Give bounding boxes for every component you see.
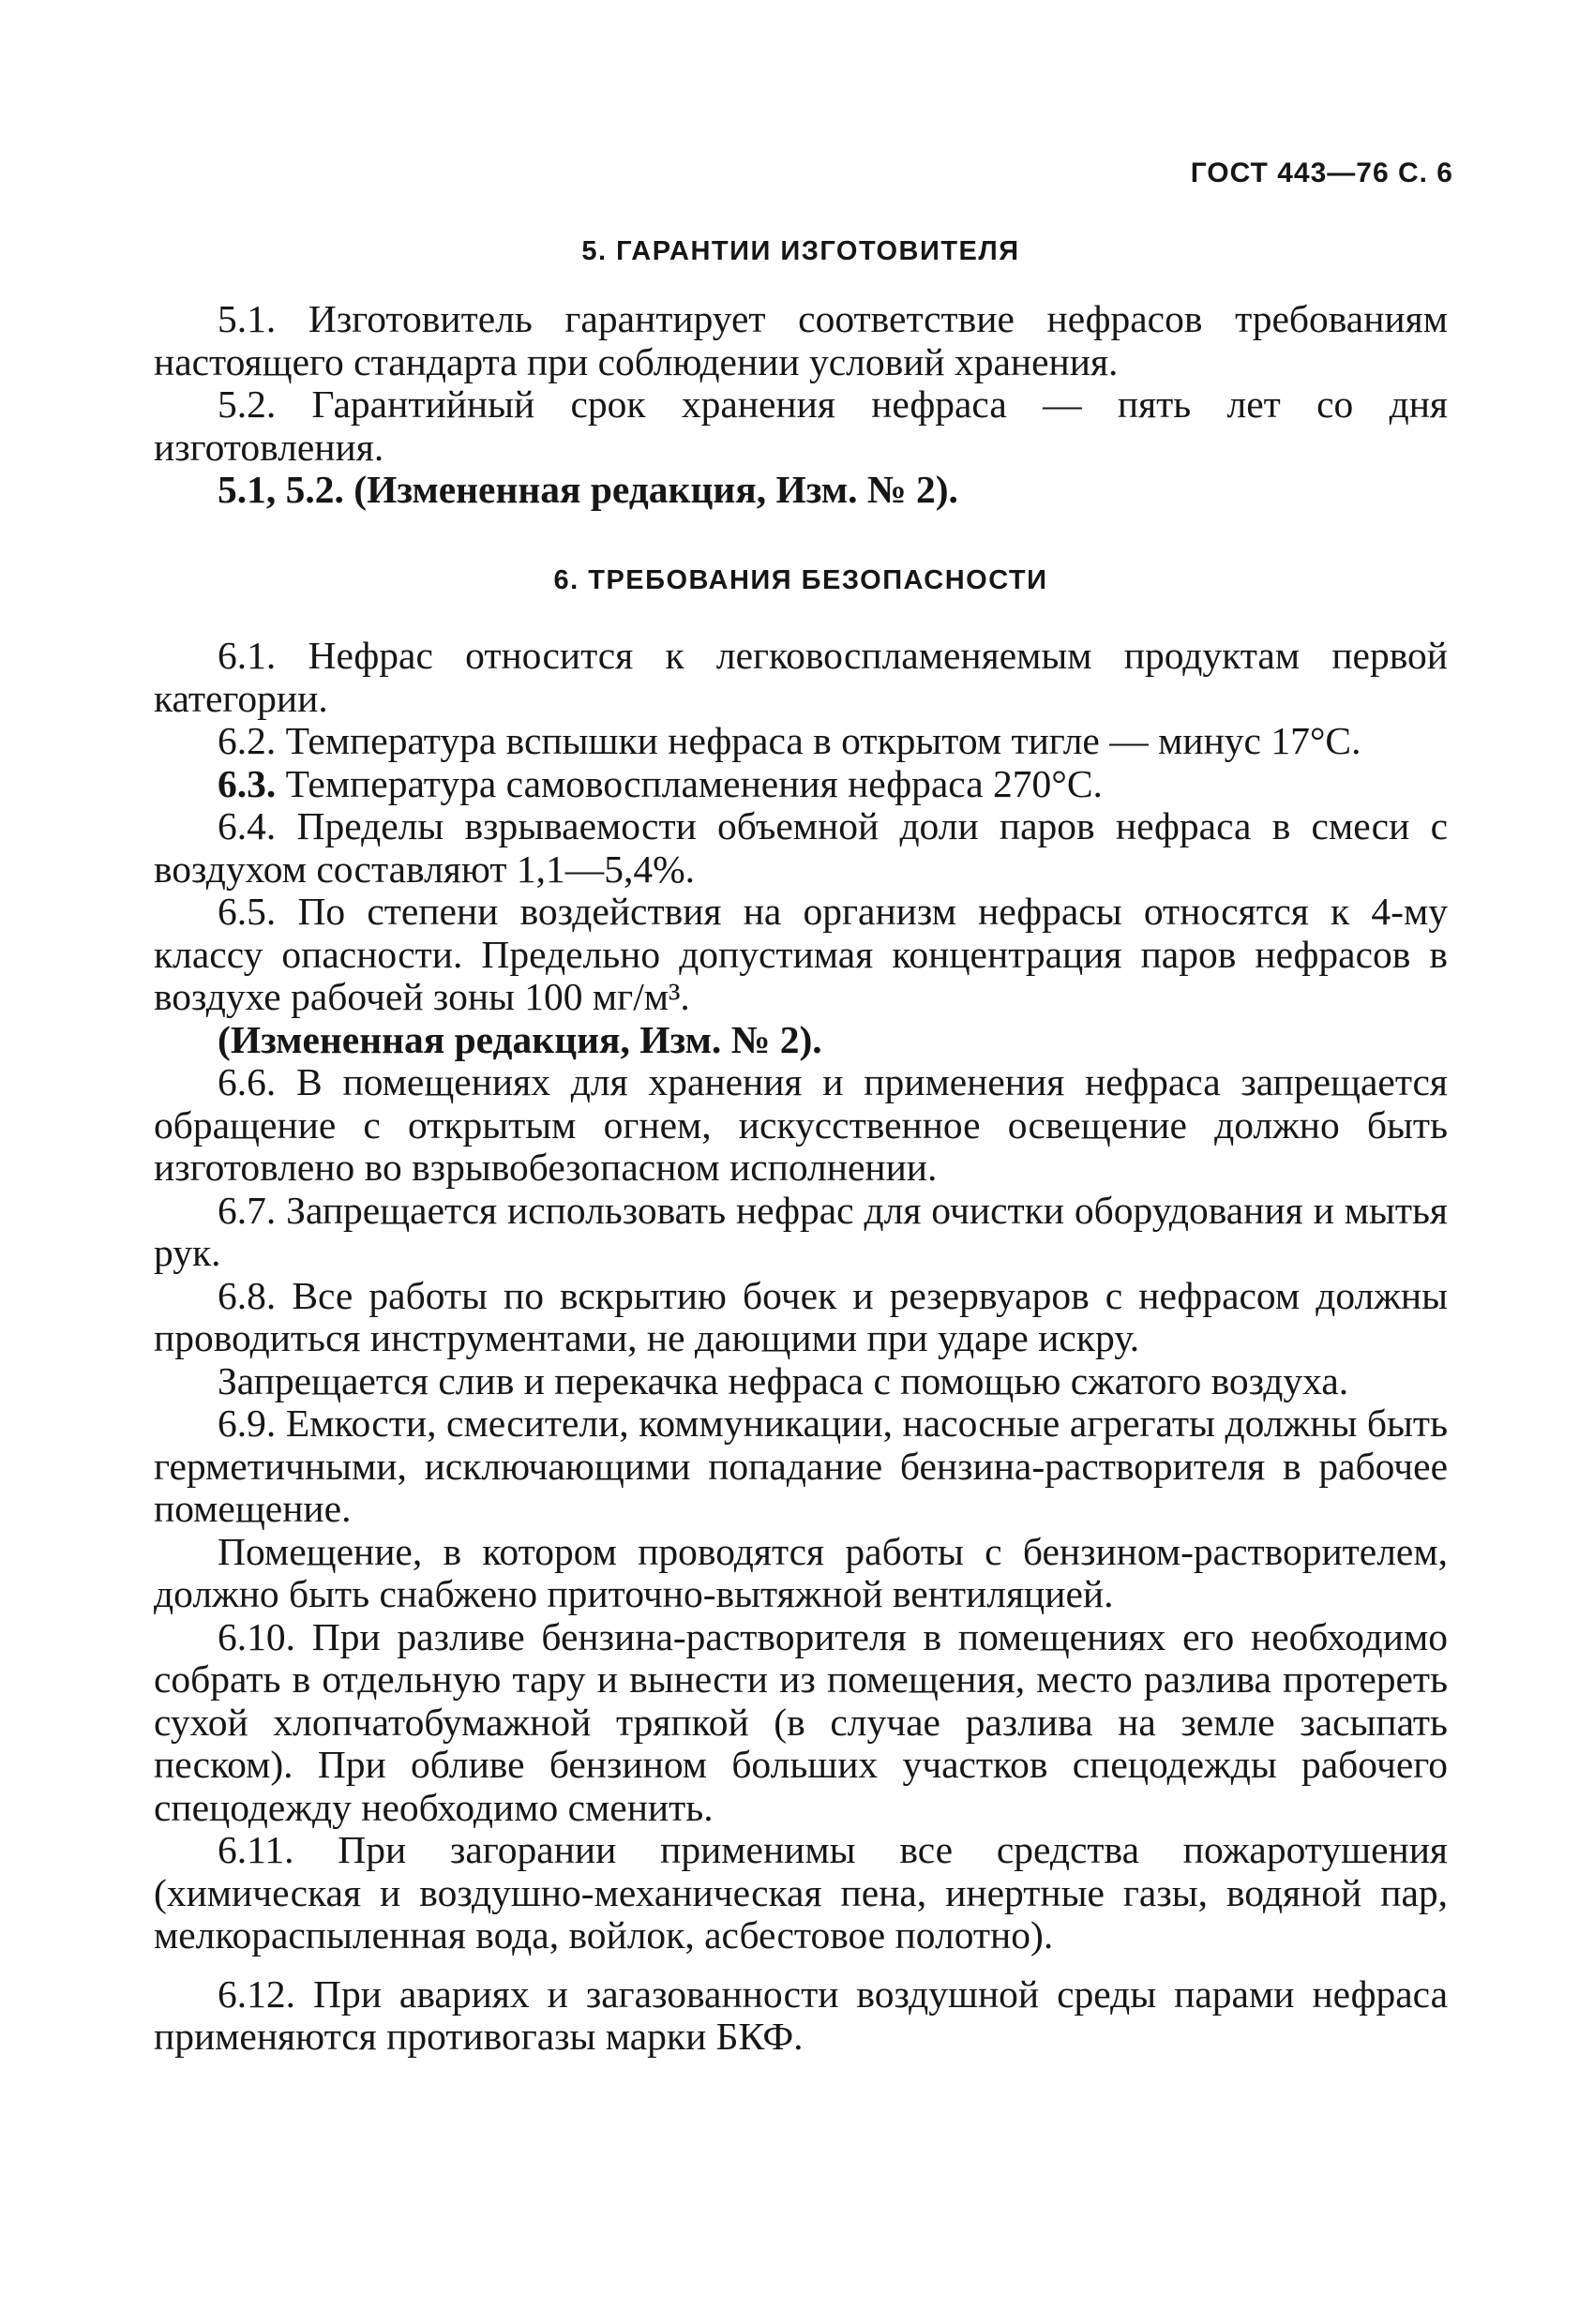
section-5-heading: 5. ГАРАНТИИ ИЗГОТОВИТЕЛЯ [581, 236, 1020, 266]
section-6-body [154, 635, 1448, 2059]
clause-6-12: 6.12. При авариях и загазованности воздушной среды парами нефраса применяются противогазы марки БКФ. [154, 1972, 1448, 2058]
amendment-note-5: 5.1, 5.2. (Измененная редакция, Изм. № 2). [218, 468, 958, 511]
clause-6-3 [154, 763, 1448, 806]
section-6-heading: 6. ТРЕБОВАНИЯ БЕЗОПАСНОСТИ [553, 565, 1048, 595]
amendment-note-6-5: (Измененная редакция, Изм. № 2). [218, 1017, 822, 1061]
clause-6-8-continued: Запрещается слив и перекачка нефраса с помощью сжатого воздуха. [218, 1358, 1349, 1402]
clause-6-1: 6.1. Нефрас относится к легковоспламеняемым продуктам первой категории. [154, 634, 1448, 720]
clause-6-5: 6.5. По степени воздействия на организм нефрасы относятся к 4-му классу опасности. Предельно допустимая концентрация паров нефрасов в воздухе рабочей зоны 100 мг/м³. [154, 890, 1448, 1018]
running-header: ГОСТ 443—76 С. 6 [1190, 157, 1453, 188]
clause-6-9-continued: Помещение, в котором проводятся работы с бензином-растворителем, должно быть снабжено приточно-вытяжной вентиляцией. [154, 1529, 1448, 1615]
clause-6-11: 6.11. При загорании применимы все средства пожаротушения (химическая и воздушно-механическая пена, инертные газы, водяной пар, мелкораспыленная вода, войлок, асбестовое полотно). [154, 1828, 1448, 1957]
clause-5-2: 5.2. Гарантийный срок хранения нефраса — пять лет со дня изготовления. [154, 382, 1448, 469]
clause-6-7: 6.7. Запрещается использовать нефрас для очистки оборудования и мытья рук. [154, 1188, 1448, 1274]
clause-6-9: 6.9. Емкости, смесители, коммуникации, насосные агрегаты должны быть герметичными, исключающими попадание бензина-растворителя в рабочее помещение. [154, 1402, 1448, 1530]
clause-6-3-text: Температура самовоспламенения нефраса 270°С. [276, 761, 1103, 805]
clause-6-6: 6.6. В помещениях для хранения и применения нефраса запрещается обращение с открытым огнем, искусственное освещение должно быть изготовлено во взрывобезопасном исполнении. [154, 1060, 1448, 1189]
clause-6-8: 6.8. Все работы по вскрытию бочек и резервуаров с нефрасом должны проводиться инструментами, не дающими при ударе искру. [154, 1273, 1448, 1359]
section-5-body [154, 298, 1448, 512]
clause-6-4: 6.4. Пределы взрываемости объемной доли паров нефраса в смеси с воздухом составляют 1,1—5,4%. [154, 804, 1448, 891]
clause-5-1: 5.1. Изготовитель гарантирует соответствие нефрасов требованиям настоящего стандарта при соблюдении условий хранения. [154, 297, 1448, 383]
clause-6-2: 6.2. Температура вспышки нефраса в открытом тигле — минус 17°С. [218, 719, 1361, 762]
clause-6-10: 6.10. При разливе бензина-растворителя в помещениях его необходимо собрать в отдельную тару и вынести из помещения, место разлива протереть сухой хлопчатобумажной тряпкой (в случае разлива на земле засыпать песком). При обливе бензином больших участков спецодежды рабочего спецодежду необходимо сменить. [154, 1614, 1448, 1829]
clause-6-3-number: 6.3. [218, 761, 277, 805]
